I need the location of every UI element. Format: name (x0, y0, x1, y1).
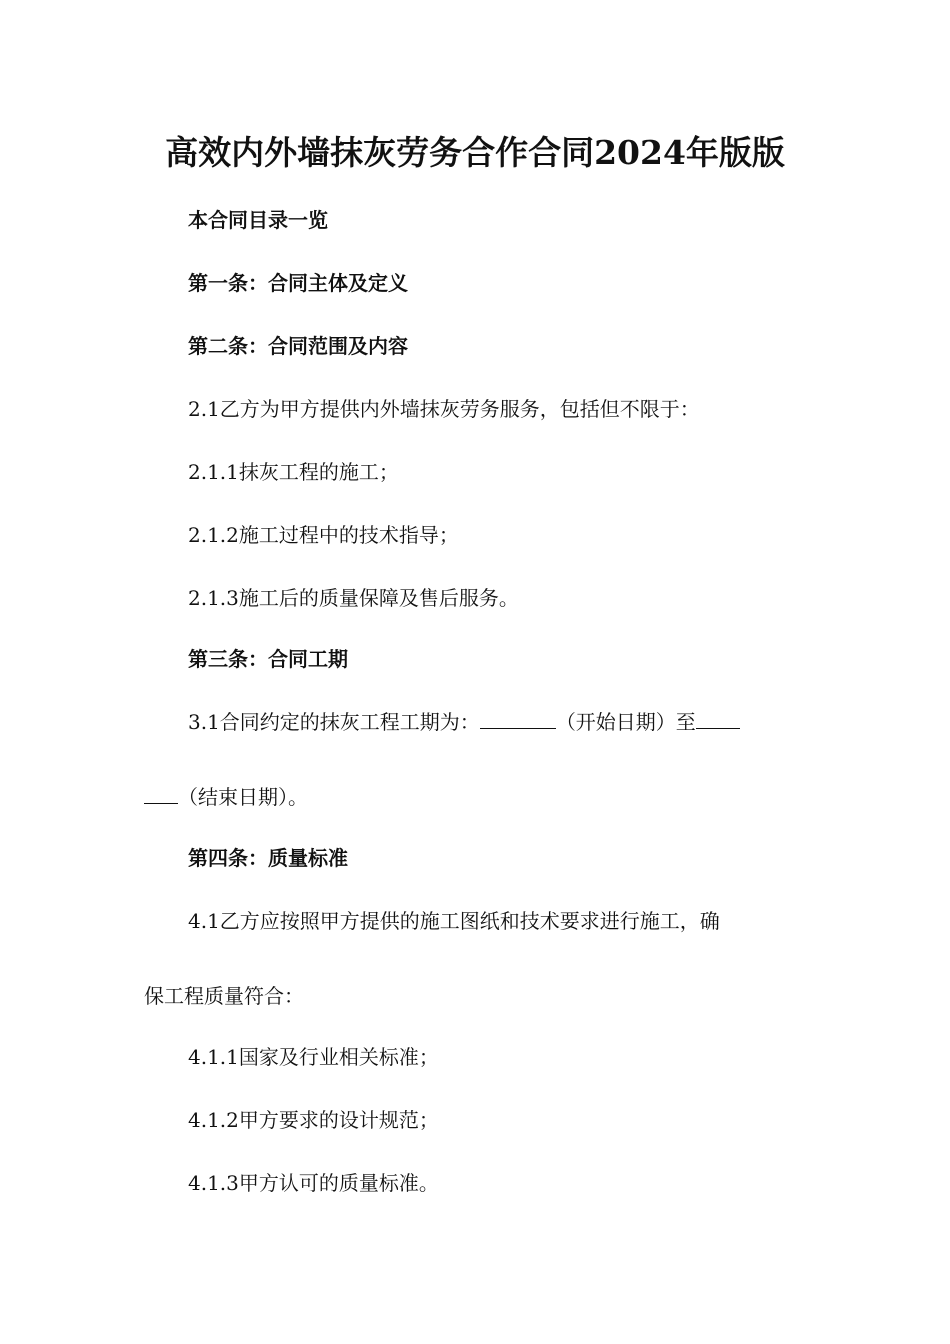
article-3-heading: 第三条：合同工期 (188, 647, 348, 671)
article-1-heading: 第一条：合同主体及定义 (188, 271, 408, 295)
clause-3-1-text: 3.1合同约定的抹灰工程工期为： (188, 710, 480, 734)
clause-4-1-1: 4.1.1国家及行业相关标准； (188, 1045, 439, 1069)
start-date-blank (480, 710, 556, 729)
end-date-label: （结束日期）。 (178, 785, 308, 809)
clause-4-1-2: 4.1.2甲方要求的设计规范； (188, 1108, 439, 1132)
clause-3-1-line-1 (188, 707, 740, 737)
end-date-blank-part-2 (144, 785, 178, 804)
toc-heading: 本合同目录一览 (188, 208, 328, 232)
clause-2-1-1: 2.1.1抹灰工程的施工； (188, 460, 399, 484)
article-4-heading: 第四条：质量标准 (188, 846, 348, 870)
clause-2-1-2: 2.1.2施工过程中的技术指导； (188, 523, 459, 547)
article-2-heading: 第二条：合同范围及内容 (188, 334, 408, 358)
clause-4-1-3: 4.1.3甲方认可的质量标准。 (188, 1171, 439, 1195)
clause-4-1-line-2: 保工程质量符合： (144, 984, 304, 1008)
clause-3-1-line-2 (144, 782, 308, 812)
start-date-label: （开始日期）至 (555, 710, 696, 734)
document-title: 高效内外墙抹灰劳务合作合同2024年版版 (165, 133, 785, 172)
clause-2-1: 2.1乙方为甲方提供内外墙抹灰劳务服务，包括但不限于： (188, 397, 700, 421)
clause-2-1-3: 2.1.3施工后的质量保障及售后服务。 (188, 586, 519, 610)
end-date-blank-part-1 (696, 710, 740, 729)
clause-4-1-line-1: 4.1乙方应按照甲方提供的施工图纸和技术要求进行施工，确 (188, 909, 720, 933)
